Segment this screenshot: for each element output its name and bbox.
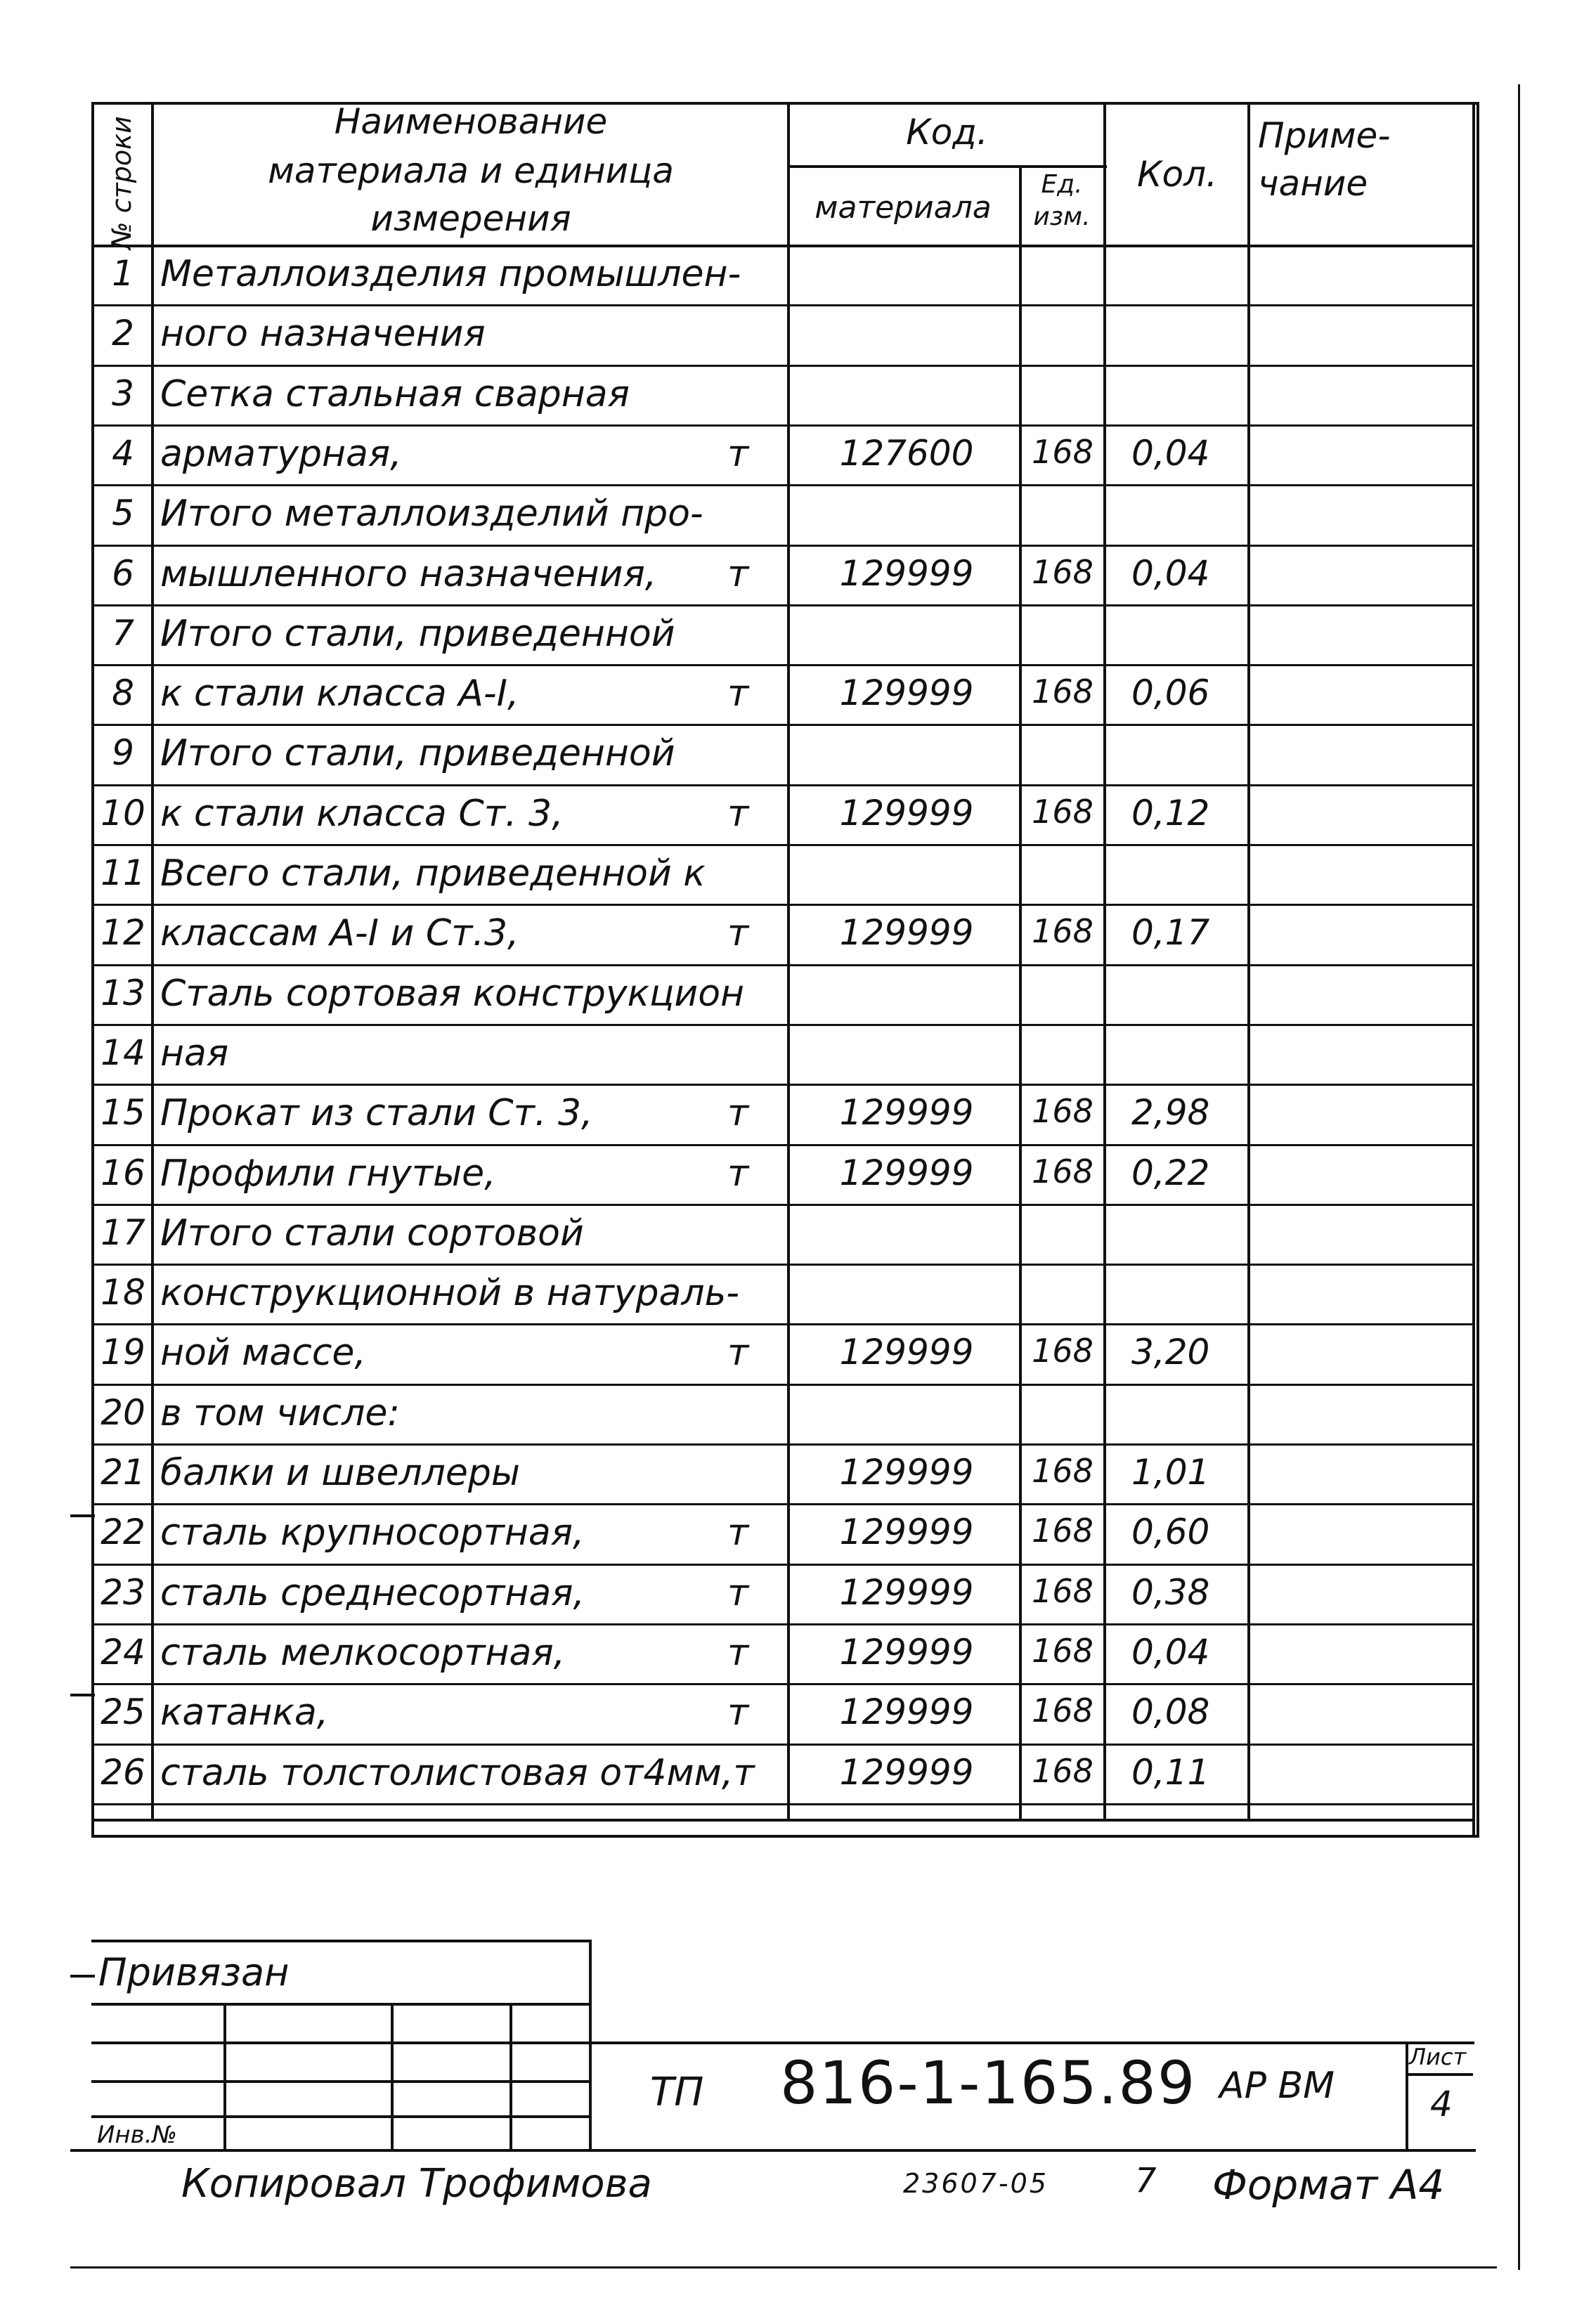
order-number: 23607-05 [903, 2168, 1049, 2199]
row-material-code: 129999 [839, 793, 974, 833]
row-unit-code: 168 [1032, 1692, 1093, 1729]
row-material-code: 129999 [839, 1452, 974, 1493]
table-row-divider [91, 1384, 1475, 1386]
row-unit-code: 168 [1032, 1752, 1093, 1790]
row-unit-code: 168 [1032, 1092, 1093, 1130]
row-material-name: Всего стали, приведенной к [160, 852, 706, 895]
table-row-divider [91, 664, 1475, 666]
stamp-col-3 [510, 2003, 512, 2150]
row-number: 19 [100, 1332, 145, 1372]
bound-label: Привязан [98, 1950, 290, 1994]
row-number: 26 [100, 1752, 145, 1793]
stamp-col-2 [391, 2003, 394, 2150]
row-material-name: конструкционной в натураль- [160, 1272, 740, 1314]
table-row-divider [91, 304, 1475, 306]
row-number: 11 [100, 852, 145, 893]
row-number: 6 [112, 553, 134, 594]
header-code-split-line [787, 165, 1107, 168]
row-material-code: 129999 [839, 1153, 974, 1193]
table-row-divider [91, 784, 1475, 786]
row-quantity: 2,98 [1131, 1092, 1210, 1133]
row-unit: т [727, 673, 749, 715]
row-material-name: балки и швеллеры [160, 1452, 520, 1494]
table-row-divider [91, 844, 1475, 846]
row-material-name: сталь толстолистовая от4мм,т [160, 1752, 755, 1794]
stamp-sheet-box-left [1406, 2041, 1408, 2150]
row-unit: т [727, 1332, 749, 1374]
row-number: 9 [112, 732, 134, 773]
row-material-code: 129999 [839, 912, 974, 953]
row-number: 16 [100, 1153, 145, 1193]
table-row-divider [91, 1503, 1475, 1505]
row-material-name: Итого металлоизделий про- [160, 493, 703, 535]
row-material-name: в том числе: [160, 1392, 400, 1434]
row-unit: т [727, 1572, 749, 1614]
stamp-col-1 [223, 2003, 226, 2150]
doc-prefix: ТП [650, 2070, 704, 2115]
row-material-name: мышленного назначения, [160, 553, 657, 595]
header-name-line1: Наименование [334, 101, 608, 142]
sheet-label: Лист [1409, 2044, 1467, 2070]
margin-tick-3 [70, 1975, 95, 1978]
row-unit: т [727, 793, 749, 835]
table-row-divider [91, 424, 1475, 427]
row-number: 24 [100, 1632, 145, 1673]
table-row-divider [91, 1803, 1475, 1805]
header-row-no: № строки [106, 116, 137, 249]
row-quantity: 0,12 [1131, 793, 1210, 833]
header-note-line1: Приме- [1258, 115, 1391, 156]
doc-suffix: АР ВМ [1219, 2065, 1335, 2107]
row-material-name: арматурная, [160, 433, 402, 475]
header-code-material: материала [815, 190, 992, 226]
row-material-code: 129999 [839, 1512, 974, 1552]
row-quantity: 0,04 [1131, 1632, 1210, 1673]
row-quantity: 0,17 [1131, 912, 1210, 953]
row-number: 8 [112, 673, 134, 713]
row-unit-code: 168 [1032, 1572, 1093, 1610]
table-row-divider [91, 724, 1475, 726]
table-row-divider [91, 1443, 1475, 1446]
row-unit: т [727, 1512, 749, 1554]
row-number: 23 [100, 1572, 145, 1613]
row-material-name: ной массе, [160, 1332, 366, 1374]
header-name-line2: материала и единица [268, 150, 674, 191]
row-material-name: Итого стали сортовой [160, 1212, 584, 1254]
table-row-divider [91, 964, 1475, 966]
row-number: 21 [100, 1452, 145, 1493]
row-material-name: Профили гнутые, [160, 1153, 496, 1195]
row-material-name: ная [160, 1032, 229, 1075]
row-number: 4 [112, 433, 134, 474]
row-material-name: сталь крупносортная, [160, 1512, 585, 1554]
table-row-divider [91, 1744, 1475, 1746]
row-unit: т [727, 1092, 749, 1134]
margin-tick-1 [70, 1514, 95, 1517]
col-divider-name [787, 102, 790, 1820]
table-row-divider [91, 1024, 1475, 1026]
table-row-divider [91, 484, 1475, 486]
header-code-unit: Ед. изм. [1033, 170, 1091, 231]
stamp-line-2 [91, 2003, 590, 2006]
row-material-code: 129999 [839, 1572, 974, 1613]
row-number: 25 [100, 1692, 145, 1732]
header-name-line3: измерения [370, 198, 571, 239]
row-unit: т [727, 1692, 749, 1734]
row-material-code: 127600 [839, 433, 974, 474]
row-material-code: 129999 [839, 673, 974, 713]
row-number: 7 [112, 613, 134, 654]
row-material-code: 129999 [839, 553, 974, 594]
stamp-left-box-right [589, 1940, 592, 2150]
row-number: 17 [100, 1212, 145, 1253]
header-note-line2: чание [1258, 163, 1368, 204]
row-quantity: 0,04 [1131, 553, 1210, 594]
row-unit: т [727, 553, 749, 595]
row-number: 5 [112, 493, 134, 533]
row-material-name: Итого стали, приведенной [160, 732, 675, 774]
row-material-name: катанка, [160, 1692, 329, 1734]
table-row-divider [91, 1204, 1475, 1206]
row-unit-code: 168 [1032, 1632, 1093, 1670]
row-number: 15 [100, 1092, 145, 1133]
row-quantity: 0,06 [1131, 673, 1210, 713]
row-unit: т [727, 912, 749, 954]
row-unit-code: 168 [1032, 1153, 1093, 1190]
row-material-code: 129999 [839, 1752, 974, 1793]
row-quantity: 0,22 [1131, 1153, 1210, 1193]
row-material-name: Итого стали, приведенной [160, 613, 675, 655]
row-unit: т [727, 433, 749, 475]
col-divider-qty [1247, 102, 1250, 1820]
table-row-divider [91, 1084, 1475, 1086]
table-row-divider [91, 1264, 1475, 1266]
stamp-main-top [589, 2041, 1474, 2044]
row-material-name: ного назначения [160, 313, 486, 355]
row-quantity: 0,60 [1131, 1512, 1210, 1552]
format-label: Формат А4 [1212, 2161, 1445, 2209]
row-quantity: 0,08 [1131, 1692, 1210, 1732]
row-quantity: 1,01 [1131, 1452, 1210, 1493]
inv-no-label: Инв.№ [97, 2121, 177, 2149]
table-row-divider [91, 1144, 1475, 1146]
row-number: 22 [100, 1512, 145, 1552]
col-divider-note-right [1472, 102, 1475, 1838]
table-row-divider [91, 1683, 1475, 1685]
row-unit-code: 168 [1032, 912, 1093, 950]
row-unit: т [727, 1632, 749, 1674]
row-number: 12 [100, 912, 145, 953]
table-row-divider [91, 1564, 1475, 1566]
row-unit-code: 168 [1032, 1452, 1093, 1490]
row-number: 10 [100, 793, 145, 833]
right-edge-mark [1518, 84, 1520, 2270]
row-quantity: 0,04 [1131, 433, 1210, 474]
row-number: 13 [100, 973, 145, 1013]
stamp-top-line-left [91, 1940, 590, 1942]
row-material-code: 129999 [839, 1092, 974, 1133]
row-number: 1 [112, 253, 134, 294]
row-material-name: Прокат из стали Ст. 3, [160, 1092, 593, 1134]
row-material-name: к стали класса А-I, [160, 673, 519, 715]
margin-tick-2 [70, 1694, 95, 1696]
row-quantity: 0,38 [1131, 1572, 1210, 1613]
row-number: 18 [100, 1272, 145, 1313]
row-unit-code: 168 [1032, 793, 1093, 831]
table-row-divider [91, 545, 1475, 547]
stamp-line-5 [91, 2115, 590, 2118]
header-bottom-line [91, 245, 1475, 247]
row-material-name: к стали класса Ст. 3, [160, 793, 564, 835]
col-divider-ed [1103, 102, 1106, 1820]
row-unit-code: 168 [1032, 673, 1093, 710]
row-material-name: Сетка стальная сварная [160, 373, 630, 415]
stamp-bottom-line [70, 2149, 1476, 2152]
row-unit: т [727, 1153, 749, 1195]
row-number: 3 [112, 373, 134, 414]
table-row-divider [91, 1323, 1475, 1325]
row-material-name: Сталь сортовая конструкцион [160, 973, 745, 1015]
page-bottom-rule [70, 2266, 1497, 2268]
header-code: Код. [906, 112, 988, 152]
row-material-name: классам А-I и Ст.3, [160, 912, 519, 954]
page-mark: 7 [1135, 2161, 1157, 2200]
row-material-name: Металлоизделия промышлен- [160, 253, 741, 295]
row-material-name: сталь среднесортная, [160, 1572, 585, 1614]
row-unit-code: 168 [1032, 553, 1093, 591]
row-unit-code: 168 [1032, 433, 1093, 471]
stamp-sheet-box-mid [1406, 2073, 1473, 2076]
col-divider-rowno [151, 102, 154, 1820]
table-row-divider [91, 365, 1475, 367]
stamp-line-3 [91, 2041, 590, 2044]
table-bottom-line [91, 1819, 1475, 1822]
table-row-divider [91, 604, 1475, 606]
row-number: 2 [112, 313, 134, 353]
header-qty: Кол. [1137, 154, 1217, 195]
row-material-code: 129999 [839, 1332, 974, 1372]
row-unit-code: 168 [1032, 1512, 1093, 1550]
row-quantity: 0,11 [1131, 1752, 1210, 1793]
table-row-divider [91, 1623, 1475, 1625]
row-unit-code: 168 [1032, 1332, 1093, 1370]
doc-number: 816-1-165.89 [780, 2049, 1197, 2117]
stamp-line-4 [91, 2080, 590, 2083]
row-material-name: сталь мелкосортная, [160, 1632, 566, 1674]
row-number: 20 [100, 1392, 145, 1433]
row-material-code: 129999 [839, 1632, 974, 1673]
table-row-divider [91, 904, 1475, 906]
sheet-number: 4 [1430, 2084, 1453, 2124]
row-number: 14 [100, 1032, 145, 1073]
copied-by: Копировал Трофимова [181, 2161, 652, 2207]
row-quantity: 3,20 [1131, 1332, 1210, 1372]
row-material-code: 129999 [839, 1692, 974, 1732]
